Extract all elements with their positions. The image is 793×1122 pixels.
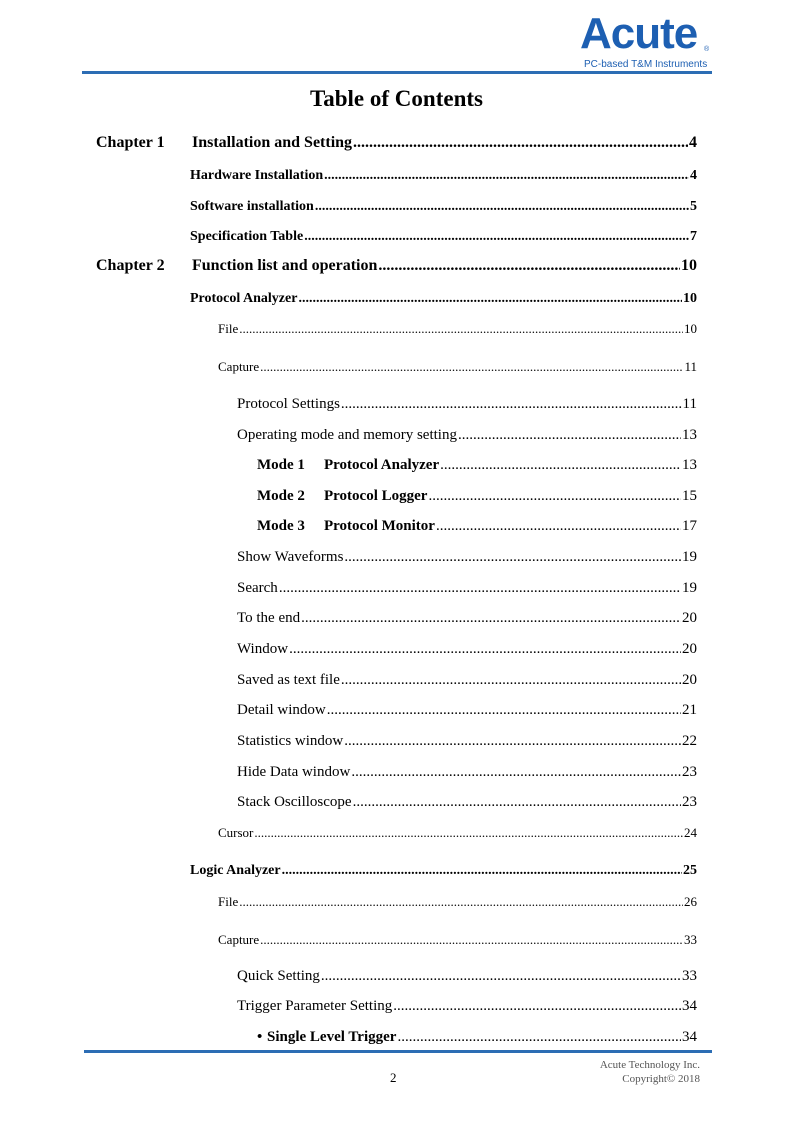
toc-entry-page: 11 [682,396,697,412]
toc-entry-label: Show Waveforms [237,549,344,565]
toc-dot-leader [436,518,681,535]
toc-entry[interactable] [96,257,697,275]
toc-entry-label: Operating mode and memory setting [237,427,457,443]
toc-dot-leader [282,863,682,879]
toc-dot-leader [239,894,683,910]
toc-entry-page: 19 [682,580,697,596]
toc-entry-label: Logic Analyzer [190,863,281,878]
toc-dot-leader [458,427,681,444]
toc-dot-leader [341,672,681,689]
toc-entry-label: File [218,321,239,336]
toc-entry-label: Search [237,580,278,596]
toc-entry-label: Protocol Logger [324,488,428,504]
toc-entry-label: Window [237,641,289,657]
toc-entry-page: 20 [682,610,697,626]
logo-wordmark: Acute [580,9,698,58]
toc-entry[interactable] [237,396,697,413]
page-number: 2 [390,1070,397,1085]
toc-entry-page: 13 [682,457,697,473]
toc-entry-page: 21 [682,702,697,718]
toc-dot-leader [239,321,683,337]
toc-dot-leader [378,257,680,275]
toc-entry-number: Mode 3 [257,518,305,534]
toc-entry[interactable] [190,229,697,245]
toc-dot-leader [351,764,681,781]
toc-dot-leader [279,580,681,597]
toc-entry-page: 17 [682,518,697,534]
toc-dot-leader [397,1029,681,1046]
toc-entry-page: 4 [690,168,697,183]
toc-entry[interactable] [237,641,697,658]
toc-entry[interactable] [257,518,697,535]
toc-entry-page: 10 [684,321,697,336]
toc-dot-leader [353,134,688,152]
toc-entry-page: 33 [684,932,697,947]
toc-dot-leader [324,168,689,184]
toc-entry[interactable] [237,702,697,719]
toc-entry[interactable] [190,168,697,184]
toc-dot-leader [289,641,681,658]
toc-entry-label: Function list and operation [192,257,378,274]
toc-entry-page: 10 [681,257,697,274]
toc-entry-label: File [218,894,239,909]
toc-dot-leader [344,733,681,750]
toc-entry-label: Specification Table [190,229,304,244]
toc-entry-label: Single Level Trigger [267,1029,397,1045]
toc-dot-leader [341,396,682,413]
toc-entry-page: 25 [683,863,697,878]
toc-entry-page: 22 [682,733,697,749]
toc-entry-page: 19 [682,549,697,565]
toc-entry-number: • [257,1029,263,1045]
toc-entry-label: Protocol Analyzer [190,291,298,306]
registered-mark: ® [704,46,710,53]
toc-dot-leader [428,488,681,505]
toc-entry[interactable] [237,794,697,811]
toc-dot-leader [353,794,681,811]
toc-dot-leader [301,610,681,627]
toc-entry-label: Capture [218,932,260,947]
toc-entry-page: 11 [684,359,697,374]
toc-entry-label: Installation and Setting [192,134,353,151]
toc-entry-label: Capture [218,359,260,374]
toc-entry-label: Detail window [237,702,326,718]
toc-entry-page: 23 [682,764,697,780]
toc-entry[interactable] [237,549,697,566]
toc-entry[interactable] [218,359,697,375]
toc-entry-label: Hardware Installation [190,168,324,183]
toc-entry-label: Protocol Monitor [324,518,435,534]
toc-entry[interactable] [237,998,697,1015]
toc-entry-page: 23 [682,794,697,810]
toc-entry-label: To the end [237,610,301,626]
page-title: Table of Contents [310,86,483,111]
toc-entry[interactable] [257,488,697,505]
toc-entry[interactable] [237,672,697,689]
toc-entry[interactable] [237,580,697,597]
toc-entry-label: Protocol Settings [237,396,340,412]
toc-entry[interactable] [218,894,697,910]
toc-dot-leader [344,549,681,566]
toc-dot-leader [260,932,683,948]
toc-entry-number: Mode 1 [257,457,305,473]
toc-entry-number: Mode 2 [257,488,305,504]
toc-entry[interactable] [218,321,697,337]
toc-entry[interactable] [237,968,697,985]
toc-dot-leader [254,825,683,841]
footer-copyright: Copyright© 2018 [622,1073,700,1085]
toc-entry-page: 34 [682,1029,697,1045]
toc-entry-page: 4 [689,134,697,151]
toc-dot-leader [321,968,681,985]
footer-company: Acute Technology Inc. [599,1059,700,1071]
toc-entry-label: Trigger Parameter Setting [237,998,393,1014]
toc-dot-leader [440,457,681,474]
toc-dot-leader [304,229,689,245]
toc-entry[interactable] [237,733,697,750]
toc-entry-page: 7 [690,229,697,244]
toc-entry-page: 5 [690,199,697,214]
toc-entry-number: Chapter 2 [96,257,165,274]
toc-entry[interactable] [218,825,697,841]
toc-entry-page: 13 [682,427,697,443]
toc-entry[interactable] [218,932,697,948]
toc-entry-page: 34 [682,998,697,1014]
logo-tagline: PC-based T&M Instruments [584,59,708,70]
toc-dot-leader [260,359,683,375]
toc-entry-label: Stack Oscilloscope [237,794,352,810]
toc-entry-label: Hide Data window [237,764,351,780]
toc-entry-label: Quick Setting [237,968,320,984]
toc-dot-leader [298,291,682,307]
toc-dot-leader [327,702,681,719]
toc-entry-page: 24 [684,825,697,840]
toc-entry[interactable] [257,457,697,474]
toc-dot-leader [393,998,681,1015]
toc-dot-leader [315,199,689,215]
toc-entry-label: Software installation [190,199,314,214]
footer-rule [84,1050,712,1053]
toc-entry[interactable] [96,134,697,152]
toc-entry-page: 33 [682,968,697,984]
toc-entry-page: 10 [683,291,697,306]
toc-entry[interactable] [190,291,697,307]
toc-entry[interactable] [237,764,697,781]
toc-entry-label: Cursor [218,825,254,840]
toc-entry-label: Saved as text file [237,672,340,688]
toc-entry-page: 20 [682,672,697,688]
toc-entry[interactable] [237,427,697,444]
toc-entry-label: Protocol Analyzer [324,457,440,473]
toc-entry-label: Statistics window [237,733,344,749]
toc-entry[interactable] [257,1029,697,1046]
toc-entry-number: Chapter 1 [96,134,165,151]
toc-entry-page: 26 [684,894,697,909]
toc-entry-page: 15 [682,488,697,504]
toc-entry[interactable] [190,199,697,215]
toc-entry[interactable] [190,863,697,879]
toc-entry-page: 20 [682,641,697,657]
toc-entry[interactable] [237,610,697,627]
